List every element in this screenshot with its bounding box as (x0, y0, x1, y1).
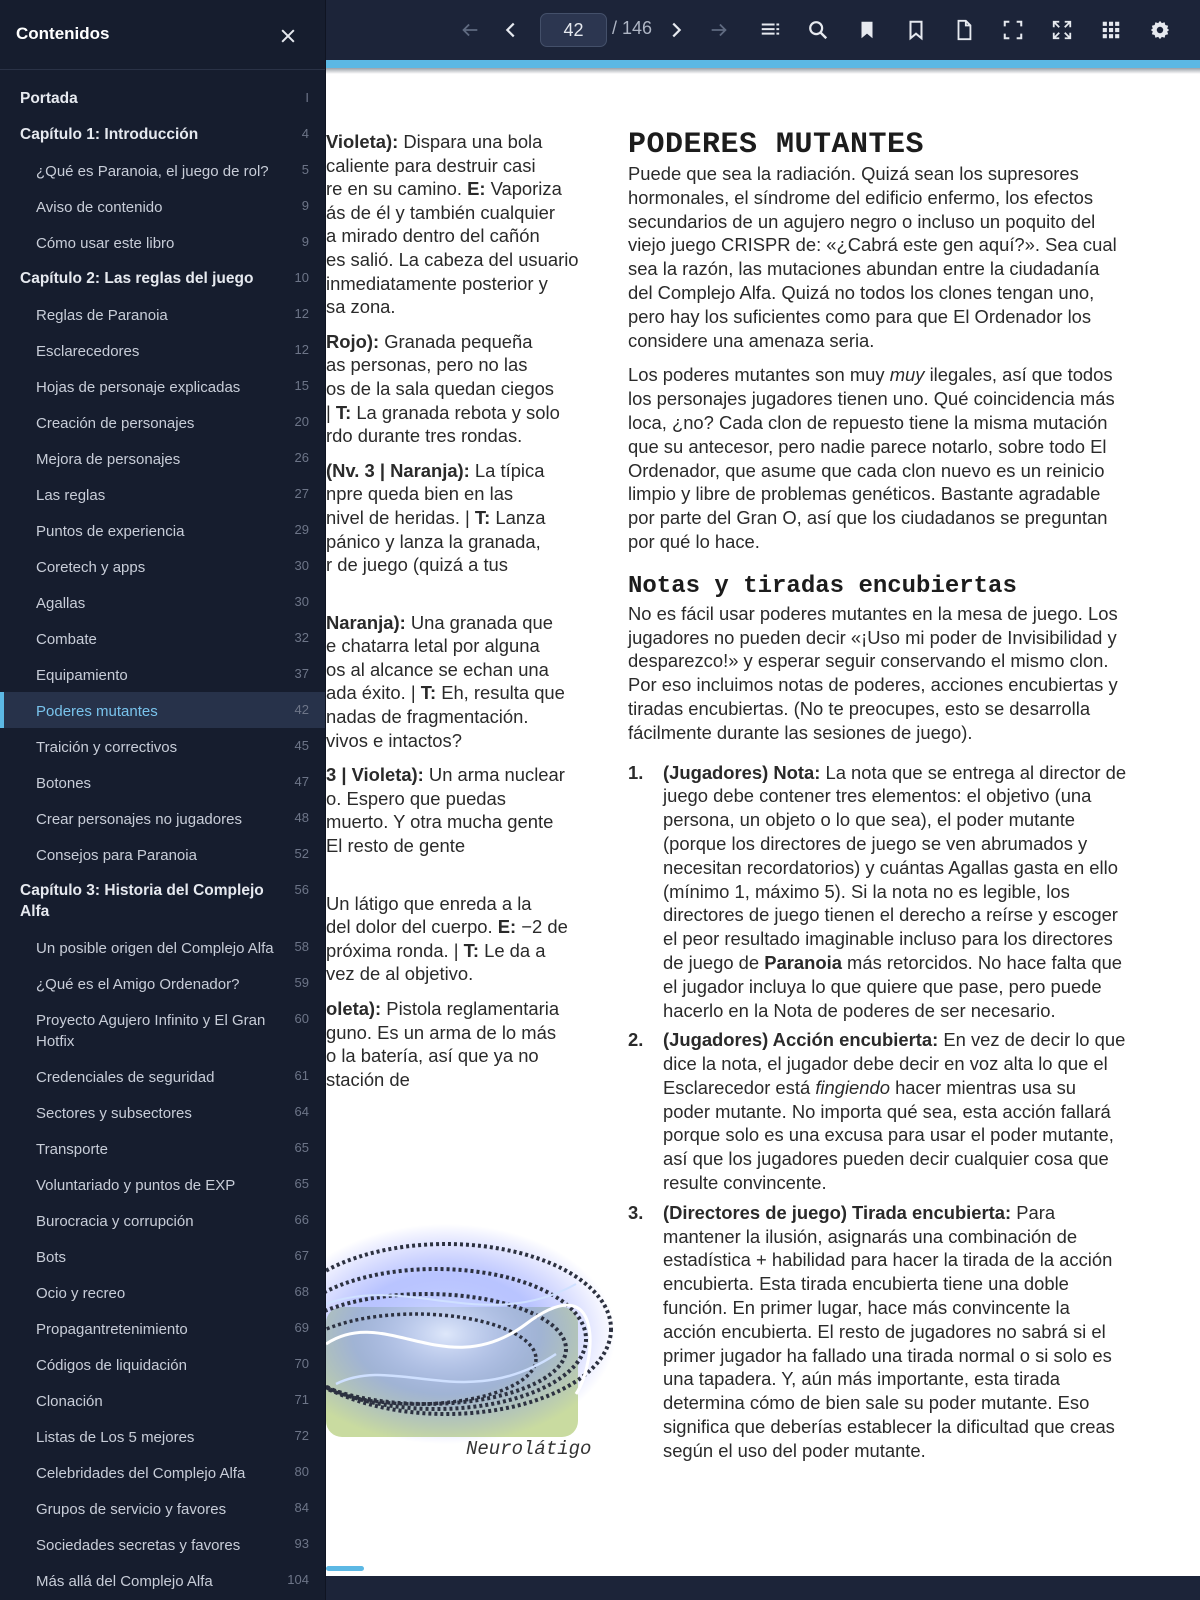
toc-item-label: Propagantretenimiento (36, 1321, 188, 1338)
toc-item-page: 67 (294, 1248, 309, 1263)
toc-item[interactable] (0, 1454, 326, 1490)
toc-item-label: Clonación (36, 1393, 103, 1410)
toc-item-label: Hojas de personaje explicadas (36, 379, 241, 396)
toc-item-page: 66 (294, 1212, 309, 1227)
horizontal-scrollbar-thumb[interactable] (326, 1566, 364, 1571)
toc-item-page: 58 (294, 939, 309, 954)
settings-gear-icon[interactable] (1141, 11, 1179, 49)
text-line: Un látigo que enreda a la (326, 892, 532, 914)
fit-to-screen-icon[interactable] (994, 11, 1032, 49)
toc-item-page: 60 (294, 1011, 309, 1026)
text-line: 3 | Violeta): Un arma nuclear (326, 764, 565, 786)
toc-item[interactable] (0, 188, 326, 224)
text-line: re en su camino. E: Vaporiza (326, 178, 562, 200)
text-line: muerto. Y otra mucha gente (326, 811, 554, 833)
text-line: os de la sala quedan ciegos (326, 377, 555, 399)
text-line: guno. Es un arma de lo más (326, 1021, 557, 1043)
toc-item-page: 72 (294, 1428, 309, 1443)
text-line: npre queda bien en las (326, 483, 514, 505)
text-line: (Nv. 3 | Naranja): La típica (326, 459, 545, 481)
grid-view-icon[interactable] (1092, 11, 1130, 49)
numbered-list (628, 761, 1128, 1463)
paragraph: No es fácil usar poderes mutantes en la mesa de juego. Los jugadores no pueden decir «¡Uso mi poder de Invisibilidad y desparezco!» y esperar seguir conservando el mismo clon. Por eso incluimos notas de poderes, acciones encubiertas y tiradas encubiertas. (No te preocupes, esto se desarrolla fácilmente durante las sesiones de juego). (628, 602, 1118, 743)
toc-item-page: 29 (294, 522, 309, 537)
section-heading: PODERES MUTANTES (628, 128, 925, 162)
toc-item[interactable] (0, 368, 326, 404)
toc-item-label: Coretech y apps (36, 559, 146, 576)
toc-item[interactable] (0, 1166, 326, 1202)
text-line: rdo durante tres rondas. (326, 425, 523, 447)
toc-item-label: Más allá del Complejo Alfa (36, 1573, 213, 1590)
text-line: o. Espero que puedas (326, 787, 506, 809)
toc-item[interactable] (0, 929, 326, 965)
toc-item-page: 47 (294, 774, 309, 789)
first-page-arrow-icon[interactable] (451, 11, 489, 49)
paragraph: Los poderes mutantes son muy muy ilegales, así que todos los personajes jugadores tienen uno. Qué coincidencia más loca, ¿no? Cada clon de repuesto tiene la misma mutación que su antecesor, pero nadie parece notarlo, sobre todo El Ordenador, que asume que cada clon nuevo es un reinicio limpio y libre de problemas genéticos. Bastante agradable por parte del Gran O, así que los ciudadanos se preguntan por qué lo hace. (628, 364, 1115, 552)
page-icon[interactable] (945, 11, 983, 49)
toc-item[interactable] (0, 1562, 326, 1598)
text-line: r de juego (quizá a tus (326, 554, 508, 576)
toc-item-page: 9 (301, 198, 309, 213)
toc-item-page: 93 (294, 1536, 309, 1551)
toc-item-label: Puntos de experiencia (36, 523, 185, 540)
text-line: vez de al objetivo. (326, 963, 474, 985)
toc-item-label: Las reglas (36, 487, 106, 504)
toc-item-label: Aviso de contenido (36, 199, 163, 216)
toc-item[interactable] (0, 1058, 326, 1094)
next-page-chevron-icon[interactable] (657, 11, 695, 49)
last-page-arrow-icon[interactable] (700, 11, 738, 49)
toc-item-page: 12 (294, 306, 309, 321)
toc-item-label: Voluntariado y puntos de EXP (36, 1177, 236, 1194)
toc-item[interactable] (0, 1202, 326, 1238)
toc-item[interactable] (0, 1130, 326, 1166)
toc-item-page: 71 (294, 1392, 309, 1407)
toc-item[interactable] (0, 728, 326, 764)
subsection-heading: Notas y tiradas encubiertas (628, 572, 1017, 600)
toc-item-label: Reglas de Paranoia (36, 307, 168, 324)
toc-item[interactable] (0, 800, 326, 836)
toc-item[interactable] (0, 1346, 326, 1382)
toc-item-label: Capítulo 2: Las reglas del juego (20, 270, 254, 287)
toc-item[interactable] (0, 152, 326, 188)
toc-item-label: Capítulo 1: Introducción (20, 126, 199, 143)
toc-item-page: 32 (294, 630, 309, 645)
toc-item-label: Credenciales de seguridad (36, 1069, 215, 1086)
toc-item[interactable] (0, 1526, 326, 1562)
toc-item-label: Celebridades del Complejo Alfa (36, 1465, 246, 1482)
toc-item[interactable] (0, 1238, 326, 1274)
toc-item[interactable] (0, 1274, 326, 1310)
toc-item-label: Crear personajes no jugadores (36, 811, 242, 828)
text-line: El resto de gente (326, 835, 466, 857)
toc-item-page: 48 (294, 810, 309, 825)
toc-item-label: Bots (36, 1249, 67, 1266)
toc-item-label: Creación de personajes (36, 415, 195, 432)
table-of-contents-list-icon[interactable] (751, 11, 789, 49)
search-icon[interactable] (799, 11, 837, 49)
list-item: 2. (Jugadores) Acción encubierta: En vez de decir lo que dice la nota, el jugador debe decir en voz alta lo que el Esclarecedor está fingiendo hacer mientras usa su poder mutante. No importa qué sea, esta acción fallará porque solo es una excusa para usar el poder mutante, así que los jugadores pueden decir cualquier cosa que resulte convincente. (628, 1029, 1126, 1194)
text-line: inmediatamente posterior y (326, 272, 548, 294)
toc-item-page: 104 (287, 1572, 309, 1587)
toc-item[interactable] (0, 584, 326, 620)
text-line: caliente para destruir casi (326, 154, 536, 176)
text-line: nivel de heridas. | T: Lanza (326, 506, 546, 528)
sidebar-title: Contenidos (16, 24, 110, 43)
toc-item-page: 26 (294, 450, 309, 465)
neurolatigo-illustration (326, 1154, 626, 1524)
text-line: pánico y lanza la granada, (326, 530, 541, 552)
text-line: os al alcance se echan una (326, 658, 549, 680)
toc-item-label: Proyecto Agujero Infinito y El Gran Hotfix (36, 1012, 266, 1050)
toc-item-label: Códigos de liquidación (36, 1357, 187, 1374)
toc-item-page: 68 (294, 1284, 309, 1299)
previous-page-chevron-icon[interactable] (492, 11, 530, 49)
toc-chapter-item[interactable] (0, 260, 326, 296)
toc-item[interactable] (0, 548, 326, 584)
toc-item[interactable] (0, 1310, 326, 1346)
toc-item-label: Cómo usar este libro (36, 235, 175, 252)
toc-item[interactable] (0, 620, 326, 656)
toc-item-page: 37 (294, 666, 309, 681)
close-icon[interactable] (272, 20, 304, 52)
toc-item-page: 64 (294, 1104, 309, 1119)
text-line: es salió. La cabeza del usuario (326, 248, 579, 270)
toc-item-page: 9 (301, 234, 309, 249)
toc-item-label: Agallas (36, 595, 86, 612)
text-line: a mirado dentro del cañón (326, 225, 540, 247)
toc-item[interactable] (0, 476, 326, 512)
toc-item-page: 69 (294, 1320, 309, 1335)
contents-sidebar (0, 0, 326, 1600)
page-number-input[interactable]: 42 (540, 13, 607, 47)
sidebar-header (0, 0, 326, 70)
toc-item-page: 65 (294, 1140, 309, 1155)
toc-item-page: 4 (301, 126, 309, 141)
toc-item-label: Consejos para Paranoia (36, 847, 197, 864)
document-page (326, 74, 1200, 1576)
right-column (628, 130, 1128, 1469)
toc-chapter-item[interactable] (0, 872, 326, 929)
toc-item-label: ¿Qué es Paranoia, el juego de rol? (36, 163, 269, 180)
toc-item[interactable] (0, 440, 326, 476)
text-line: sa zona. (326, 296, 396, 318)
toc-item-page: 65 (294, 1176, 309, 1191)
toc-chapter-item[interactable] (0, 80, 326, 116)
table-of-contents (0, 80, 326, 1598)
toc-item-page: 10 (294, 270, 309, 285)
toc-item-page: 52 (294, 846, 309, 861)
text-line: o la batería, así que ya no (326, 1045, 539, 1067)
toc-item-page: 80 (294, 1464, 309, 1479)
text-line: Rojo): Granada pequeña (326, 330, 533, 352)
toc-item[interactable] (0, 224, 326, 260)
text-line: ada éxito. | T: Eh, resulta que (326, 682, 565, 704)
text-line: oleta): Pistola reglamentaria (326, 998, 560, 1019)
toc-item-page: I (305, 90, 309, 105)
toc-item-page: 12 (294, 342, 309, 357)
illustration-caption: Neurolátigo (466, 1438, 592, 1460)
toc-item-label: Botones (36, 775, 92, 792)
toc-item-label: Mejora de personajes (36, 451, 181, 468)
toc-item-page: 27 (294, 486, 309, 501)
toc-item[interactable] (0, 512, 326, 548)
toc-item-page: 42 (294, 702, 309, 717)
text-line: próxima ronda. | T: Le da a (326, 939, 546, 961)
toc-item[interactable] (0, 1001, 326, 1058)
text-line: stación de (326, 1068, 410, 1090)
toc-item-page: 59 (294, 975, 309, 990)
toc-item-label: Capítulo 3: Historia del Complejo Alfa (20, 882, 264, 920)
toc-item-page: 61 (294, 1068, 309, 1083)
toc-item-label: ¿Qué es el Amigo Ordenador? (36, 976, 240, 993)
text-line: as personas, pero no las (326, 354, 528, 376)
toc-item-page: 56 (294, 882, 309, 897)
text-line: e chatarra letal por alguna (326, 635, 540, 657)
toc-item[interactable] (0, 1094, 326, 1130)
toc-item-page: 84 (294, 1500, 309, 1515)
left-column-text (326, 130, 579, 1091)
toc-item-label: Equipamiento (36, 667, 128, 684)
reading-progress-bar (326, 60, 1200, 68)
toc-item-label: Listas de Los 5 mejores (36, 1429, 195, 1446)
text-line: vivos e intactos? (326, 729, 462, 751)
toc-item-page: 70 (294, 1356, 309, 1371)
toc-chapter-item[interactable] (0, 116, 326, 152)
toc-item-page: 15 (294, 378, 309, 393)
text-line: Naranja): Una granada que (326, 611, 553, 633)
toc-item-label: Sociedades secretas y favores (36, 1537, 241, 1554)
toc-item[interactable] (0, 656, 326, 692)
toc-item-label: Grupos de servicio y favores (36, 1501, 227, 1518)
toc-item-page: 5 (301, 162, 309, 177)
page-total: / 146 (612, 18, 653, 38)
toc-item[interactable] (0, 404, 326, 440)
toc-item[interactable] (0, 332, 326, 368)
toc-item[interactable] (0, 764, 326, 800)
toc-item-page: 45 (294, 738, 309, 753)
paragraph: Puede que sea la radiación. Quizá sean los supresores hormonales, el síndrome del edificio enfermo, los efectos secundarios de un agujero negro o incluso un poquito del viejo juego CRISPR de: «¿Cabrá este gen aquí?». Sea cual sea la razón, las mutaciones abundan entre la ciudadanía del Complejo Alfa. Quizá no todos los clones tengan uno, pero hay los suficientes como para que El Ordenador los considere una amenaza seria. (628, 163, 1117, 351)
toc-item[interactable] (0, 965, 326, 1001)
bookmark-outline-icon[interactable] (897, 11, 935, 49)
toc-item-label: Transporte (36, 1141, 108, 1158)
fullscreen-icon[interactable] (1043, 11, 1081, 49)
toc-item[interactable] (0, 1418, 326, 1454)
list-item: 1. (Jugadores) Nota: La nota que se entrega al director de juego debe contener tres elementos: el objetivo (una persona, un objeto o lo que sea), el poder mutante (porque los directores de juego se ven abrumados y necesitan recordatorios) y cuántas Agallas gasta en ello (mínimo 1, máximo 5). Si la nota no es legible, los directores de juego tienen el derecho a reírse y escoger el peor resultado imaginable incluso para los directores de juego de Paranoia más retorcidos. No hace falta que el jugador incluya lo que quiere que pase, pero puede hacerlo en la Nota de poderes de ser necesario. (628, 761, 1127, 1021)
toc-item[interactable] (0, 1382, 326, 1418)
toc-item[interactable] (0, 836, 326, 872)
toc-item-label: Un posible origen del Complejo Alfa (36, 940, 274, 957)
text-line: | T: La granada rebota y solo (326, 401, 560, 423)
toc-item[interactable] (0, 1490, 326, 1526)
toc-item-label: Sectores y subsectores (36, 1105, 192, 1122)
text-line: Violeta): Dispara una bola (326, 131, 543, 152)
toc-item[interactable] (0, 296, 326, 332)
list-item: 3. (Directores de juego) Tirada encubierta: Para mantener la ilusión, asignarás una combinación de estadística + habilidad para hacer la tirada de la acción encubierta. Esta tirada encubierta tiene una doble función. En primer lugar, hace más convincente la acción encubierta. El resto de jugadores no sabrá si el primer jugador ha fallado una tirada normal o si solo es una tapadera. Y, aún más importante, esta tirada determina cómo de bien sale su poder mutante. Eso significa que deberías establecer la dificultad que creas según el uso del poder mutante. (628, 1201, 1115, 1461)
toc-item-label: Esclarecedores (36, 343, 140, 360)
toc-item-label: Ocio y recreo (36, 1285, 126, 1302)
toc-item-page: 30 (294, 594, 309, 609)
toc-item[interactable] (0, 692, 326, 728)
text-line: nadas de fragmentación. (326, 706, 529, 728)
text-line: del dolor del cuerpo. E: −2 de (326, 916, 568, 938)
toc-item-label: Combate (36, 631, 97, 648)
text-line: ás de él y también cualquier (326, 201, 555, 223)
toc-item-page: 20 (294, 414, 309, 429)
bottom-bar (326, 1576, 1200, 1600)
toc-item-label: Poderes mutantes (36, 703, 158, 720)
toc-item-label: Traición y correctivos (36, 739, 178, 756)
toc-item-label: Portada (20, 90, 78, 107)
bookmark-filled-icon[interactable] (848, 11, 886, 49)
toc-item-page: 30 (294, 558, 309, 573)
toc-item-label: Burocracia y corrupción (36, 1213, 194, 1230)
